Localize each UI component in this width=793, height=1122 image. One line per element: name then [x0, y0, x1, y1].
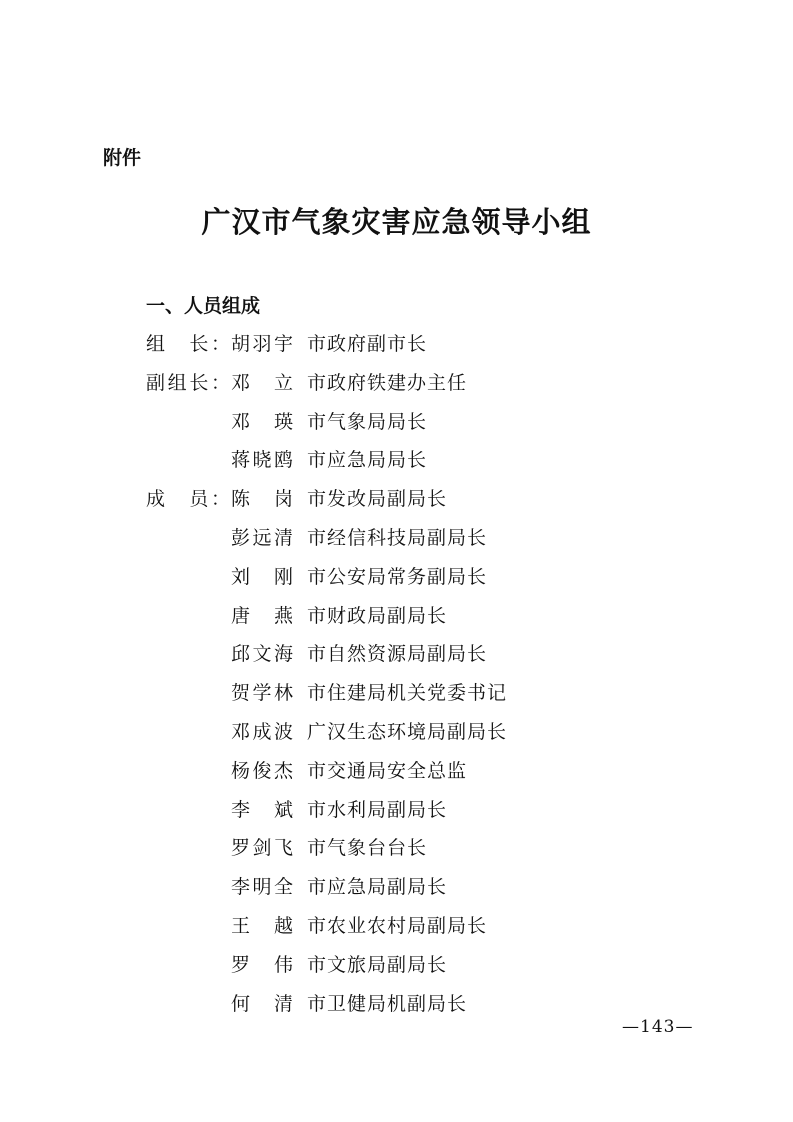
member-name: 何 清: [231, 992, 293, 1015]
member-post: 市交通局安全总监: [307, 759, 468, 782]
member-name: 胡羽宇: [231, 333, 293, 355]
member-post: 市公安局常务副局长: [307, 565, 488, 588]
member-name: 彭远清: [231, 526, 293, 549]
member-name: 唐 燕: [231, 604, 293, 627]
roster-row: [146, 791, 706, 830]
member-post: 市发改局副局长: [307, 488, 448, 511]
member-post: 市财政局副局长: [307, 604, 448, 627]
roster-row: [146, 441, 706, 480]
attachment-label: 附件: [103, 147, 142, 169]
member-name: 刘 刚: [231, 565, 293, 588]
role-label: 成 员：: [146, 488, 230, 511]
member-name: 蒋晓鸥: [231, 449, 293, 472]
roster-row: [146, 519, 706, 558]
member-name: 杨俊杰: [231, 759, 293, 782]
document-title: 广汉市气象灾害应急领导小组: [201, 205, 592, 239]
roster-row: [146, 713, 706, 752]
roster-row: [146, 480, 706, 519]
roster-row: [146, 907, 706, 946]
member-post: 市农业农村局副局长: [307, 914, 488, 937]
member-post: 市应急局局长: [307, 449, 428, 472]
roster-row: [146, 325, 706, 364]
role-label: 副组长：: [146, 371, 230, 394]
member-post: 市经信科技局副局长: [307, 526, 488, 549]
member-roster: [146, 325, 706, 1023]
member-name: 贺学林: [231, 682, 293, 705]
roster-row: [146, 403, 706, 442]
member-post: 市卫健局机副局长: [307, 992, 468, 1015]
roster-row: [146, 946, 706, 985]
roster-row: [146, 635, 706, 674]
member-name: 陈 岗: [231, 488, 293, 511]
member-name: 邓 立: [231, 371, 293, 394]
member-post: 市住建局机关党委书记: [307, 682, 508, 705]
member-name: 罗剑飞: [231, 837, 293, 860]
roster-row: [146, 674, 706, 713]
member-name: 邓成波: [231, 720, 293, 743]
member-name: 李明全: [231, 876, 293, 899]
roster-row: [146, 752, 706, 791]
member-post: 市文旅局副局长: [307, 953, 448, 976]
page-number: —143—: [622, 1017, 694, 1037]
member-name: 邓 瑛: [231, 410, 293, 433]
member-post: 广汉生态环境局副局长: [307, 720, 508, 743]
member-post: 市政府铁建办主任: [307, 371, 468, 394]
member-post: 市水利局副局长: [307, 798, 448, 821]
member-name: 王 越: [231, 914, 293, 937]
member-post: 市政府副市长: [307, 333, 428, 355]
roster-row: [146, 558, 706, 597]
member-post: 市应急局副局长: [307, 876, 448, 899]
section-heading: 一、人员组成: [146, 295, 261, 317]
member-post: 市气象台台长: [307, 837, 428, 860]
member-name: 邱文海: [231, 643, 293, 666]
roster-row: [146, 829, 706, 868]
roster-row: [146, 364, 706, 403]
member-name: 罗 伟: [231, 953, 293, 976]
member-post: 市自然资源局副局长: [307, 643, 488, 666]
roster-row: [146, 597, 706, 636]
role-label: 组 长：: [146, 333, 230, 355]
member-name: 李 斌: [231, 798, 293, 821]
roster-row: [146, 868, 706, 907]
member-post: 市气象局局长: [307, 410, 428, 433]
